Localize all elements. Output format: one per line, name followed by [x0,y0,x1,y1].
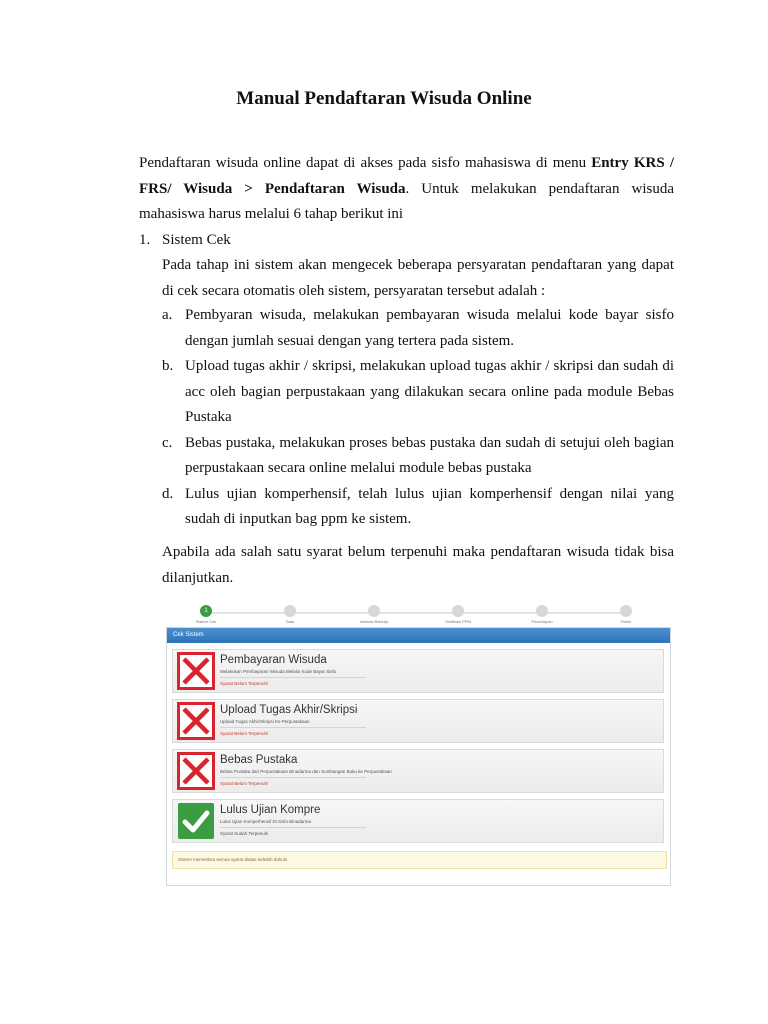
notice-bar: Sistem memeriksa semua syarat diatas terlebih dahulu [172,851,667,869]
closing-paragraph: Apabila ada salah satu syarat belum terpenuhi maka pendaftaran wisuda tidak bisa dilanjutkan. [162,544,674,586]
card-description: Bebas Pustaka dari Perpustakaan Binadarma dan Sumbangan Buku ke Perpustakaan [220,769,392,774]
card-status: Syarat Belum Terpenuhi [220,731,268,736]
intro-text-1: Pendaftaran wisuda online dapat di akses pada sisfo mahasiswa di menu [139,155,592,171]
wizard-step-label: Sistem Cek [195,619,217,624]
document-title: Manual Pendaftaran Wisuda Online [236,88,532,109]
requirement-letter: d. [162,485,174,502]
wizard-step-label: Finish [620,619,632,624]
card-status: Syarat Belum Terpenuhi [220,781,268,786]
intro-paragraph [139,151,674,228]
wizard-step-dot [284,605,296,617]
requirement-letter: b. [162,358,174,374]
wizard-step[interactable] [428,605,488,624]
requirement-item [162,303,674,354]
requirement-item [162,431,674,482]
wizard-step-dot [452,605,464,617]
requirement-text: Pembyaran wisuda, melakukan pembayaran wisuda melalui kode bayar sisfo dengan jumlah sesuai dengan yang tertera pada sistem. [185,307,674,349]
card-status: Syarat Sudah Terpenuhi [220,831,269,836]
requirement-card [172,799,664,843]
requirement-card [172,699,664,743]
cross-icon [177,702,215,740]
card-description: Upload Tugas Akhir/Skripsi Ke Perpustakaan [220,719,310,724]
cross-icon [177,652,215,690]
requirement-text: Upload tugas akhir / skripsi, melakukan upload tugas akhir / skripsi dan sudah di acc oleh bagian perpustakaan yang dilakukan secara online pada module Bebas Pustaka [185,358,674,425]
requirements-list [162,303,674,533]
card-divider [220,827,366,828]
wizard-steps [164,603,671,625]
menu-path: Entry KRS / FRS/ Wisuda > Pendaftaran Wisuda [139,155,674,197]
wizard-step-dot [620,605,632,617]
intro-text-2: . Untuk melakukan pendaftaran wisuda mahasiswa harus melalui 6 tahap berikut ini [139,180,674,222]
wizard-step-label: Verifikasi PPM [445,619,471,624]
cross-icon [177,752,215,790]
card-title: Lulus Ujian Kompre [220,804,321,816]
wizard-step[interactable] [344,605,404,624]
requirement-letter: c. [162,434,173,451]
check-icon [177,802,215,840]
requirement-text: Lulus ujian komperhensif, telah lulus ujian komperhensif dengan nilai yang sudah di inputkan bag ppm ke sistem. [185,485,674,527]
step-description: Pada tahap ini sistem akan mengecek beberapa persyaratan pendaftaran yang dapat di cek secara otomatis oleh sistem, persyaratan tersebut adalah : [162,257,674,299]
card-description: Melakukan Pembayaran Wisuda Melalui Kode Bayar Sisfo [220,669,337,674]
requirement-card [172,649,664,693]
requirement-item [162,482,674,533]
wizard-step-dot [368,605,380,617]
requirement-card [172,749,664,793]
wizard-step[interactable] [512,605,572,624]
card-title: Pembayaran Wisuda [220,654,327,666]
card-status: Syarat Belum Terpenuhi [220,681,268,686]
card-title: Upload Tugas Akhir/Skripsi [220,704,358,716]
card-divider [220,777,366,778]
cek-sistem-panel [166,627,671,886]
wizard-step-dot [200,605,212,617]
panel-header: Cek Sistem [167,628,670,643]
wizard-step-dot [536,605,548,617]
wizard-step[interactable] [596,605,656,624]
wizard-step-label: Instansi Bekerja [359,619,389,624]
wizard-step[interactable] [176,605,236,624]
card-description: Lulus Ujian Komperhensif Di Sisfo Binadarma [220,819,312,824]
requirement-item [162,354,674,431]
card-divider [220,727,366,728]
embedded-screenshot [164,603,671,885]
card-title: Bebas Pustaka [220,754,298,766]
wizard-step-number: 1 [204,608,208,614]
wizard-step[interactable] [260,605,320,624]
wizard-step-label: Data [285,619,295,624]
card-divider [220,677,366,678]
requirement-letter: a. [162,307,173,323]
step-number: 1. [139,232,151,248]
wizard-step-label: Persetujuan [531,619,553,624]
requirement-text: Bebas pustaka, melakukan proses bebas pustaka dan sudah di setujui oleh bagian perpustakaan secara online melalui module bebas pustaka [185,434,674,476]
step-label: Sistem Cek [162,232,231,248]
